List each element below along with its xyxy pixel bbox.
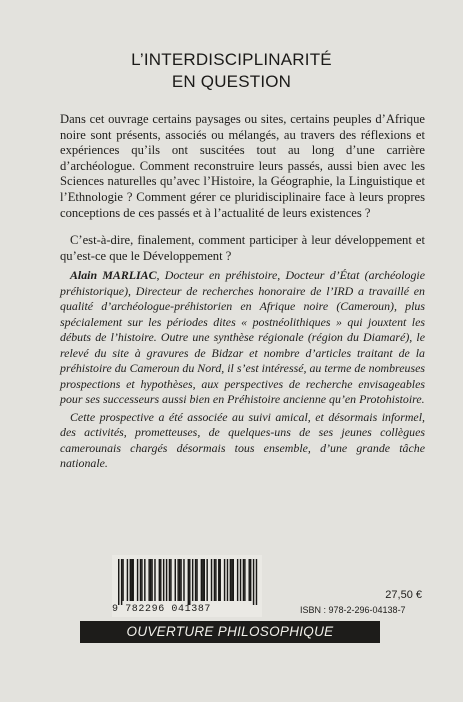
bio-paragraph	[60, 268, 425, 408]
author-name: Alain MARLIAC	[70, 268, 157, 282]
barcode-bar	[133, 559, 134, 601]
barcode-bar	[243, 559, 244, 601]
barcode-bar	[227, 559, 228, 601]
author-biography	[60, 268, 425, 472]
book-summary	[60, 112, 425, 264]
barcode-bar	[170, 559, 171, 601]
barcode-bar	[118, 559, 119, 605]
book-title-line-2: EN QUESTION	[171, 72, 292, 91]
barcode-bar	[189, 559, 190, 605]
barcode-bar	[230, 559, 231, 601]
barcode-bar	[249, 559, 250, 601]
barcode-bar	[141, 559, 142, 601]
barcode-bar	[214, 559, 215, 601]
barcode-bar	[206, 559, 207, 601]
barcode-bar	[177, 559, 178, 601]
bio-text: , Docteur en préhistoire, Docteur d’État (archéologie préhistorique), Directeur de recherches honoraire de l’IRD a travaillé en qualité d’archéologue-préhistorien en Afrique noire (Cameroun), plus spécialement sur les périodes dites « postnéolithiques » qui jouxtent les débuts de l’histoire. Outre une synthèse régionale (région du Diamaré), le relevé du site à gravures de Bidzar et nombre d’articles traitant de la préhistoire du Cameroun du Nord, il s’est intéressé, au terme de nombreuses prospections et hypothèses, aux perspectives de recherche envisageables pour ses successeurs aussi bien en Préhistoire ancienne qu’en Protohistoire.	[60, 268, 425, 406]
barcode-bar	[183, 559, 184, 601]
book-title-line-1: L’INTERDISCIPLINARITÉ	[131, 50, 332, 69]
barcode-bar	[169, 559, 170, 601]
barcode-bar	[220, 559, 221, 601]
barcode-bar	[233, 559, 234, 601]
isbn: ISBN : 978-2-296-04138-7	[300, 605, 406, 615]
barcode-bar	[159, 559, 160, 601]
barcode-bar	[196, 559, 197, 601]
barcode-bar	[130, 559, 131, 601]
barcode-bar	[131, 559, 132, 601]
barcode-bar	[192, 559, 193, 601]
barcode-bar	[127, 559, 128, 601]
series-banner	[80, 621, 380, 643]
barcode-bar	[148, 559, 149, 601]
barcode-bar	[204, 559, 205, 601]
barcode-bar	[122, 559, 123, 601]
barcode-bar	[237, 559, 238, 601]
barcode-bar	[195, 559, 196, 601]
barcode-bar	[224, 559, 225, 601]
barcode-bar	[154, 559, 155, 601]
barcode-bars	[114, 559, 260, 605]
barcode-bar	[244, 559, 245, 601]
barcode-bar	[215, 559, 216, 601]
barcode-bar	[240, 559, 241, 601]
series-name: OUVERTURE PHILOSOPHIQUE	[126, 624, 334, 639]
barcode-bar	[160, 559, 161, 601]
barcode-bar	[250, 559, 251, 601]
barcode-bar	[163, 559, 164, 601]
barcode-bar	[218, 559, 219, 601]
barcode-bar	[144, 559, 145, 601]
price: 27,50 €	[385, 589, 422, 601]
barcode-number: 9 782296 041387	[112, 604, 212, 615]
bio-paragraph: Cette prospective a été associée au suivi amical, et désormais informel, des activités, prometteuses, de quelques-uns de ses jeunes collègues camerounais chargés désormais tous ensemble, d’une grande tâche nationale.	[60, 409, 425, 470]
barcode-bar	[188, 559, 189, 605]
barcode-bar	[151, 559, 152, 601]
barcode-bar	[253, 559, 254, 605]
barcode-bar	[137, 559, 138, 601]
barcode-bar	[202, 559, 203, 601]
barcode-bar	[140, 559, 141, 601]
summary-paragraph: C’est-à-dire, finalement, comment participer à leur développement et qu’est-ce que le Développement ?	[60, 233, 425, 263]
barcode-bar	[121, 559, 122, 605]
barcode-bar	[201, 559, 202, 601]
barcode-bar	[231, 559, 232, 601]
barcode-bar	[179, 559, 180, 601]
barcode-bar	[166, 559, 167, 601]
barcode-bar	[150, 559, 151, 601]
summary-paragraph: Dans cet ouvrage certains paysages ou sites, certains peuples d’Afrique noire sont présents, associés ou mélangés, au travers des réflexions et expériences qu’ils ont suscitées tout au long d’une carrière d’archéologue. Comment reconstruire leurs passés, aussi bien avec les Sciences naturelles qu’avec l’Histoire, la Géographie, la Linguistique et l’Ethnologie ? Comment gérer ce pluridisciplinaire face à leurs propres conceptions de ces passés et à l’actualité de leurs existences ?	[60, 112, 425, 220]
barcode-bar	[256, 559, 257, 605]
barcode-bar	[211, 559, 212, 601]
barcode-bar	[175, 559, 176, 601]
barcode-bar	[180, 559, 181, 601]
